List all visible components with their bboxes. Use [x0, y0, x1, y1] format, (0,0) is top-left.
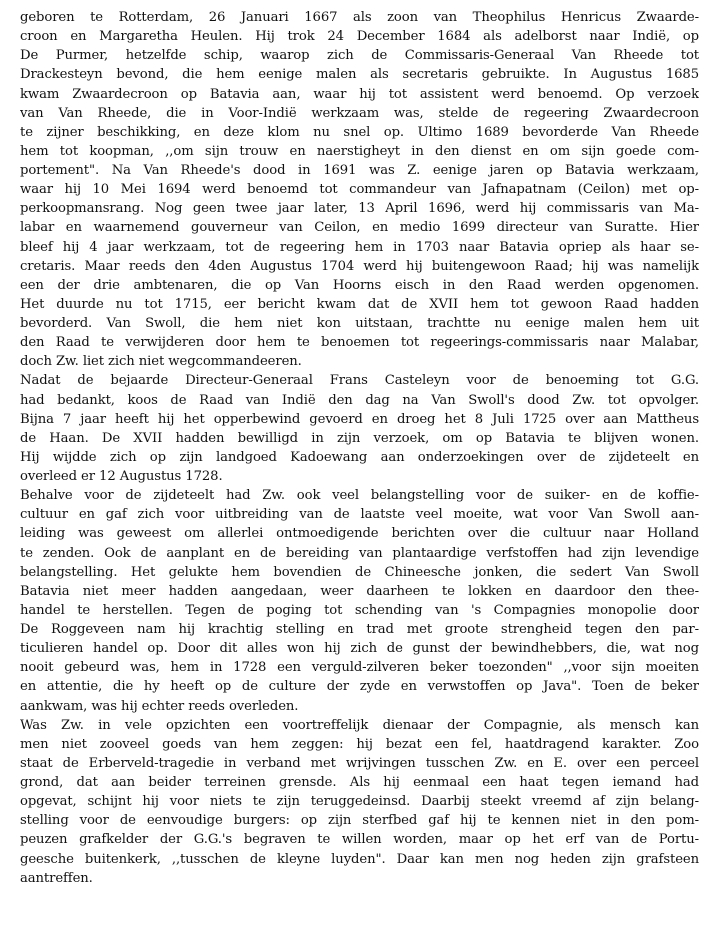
text-line: Bijna 7 jaar heeft hij het opperbewind gevoerd en droeg het 8 Juli 1725 over aan Mattheus [20, 411, 699, 427]
text-line: aankwam, was hij echter reeds overleden. [20, 698, 299, 714]
text-line: geboren te Rotterdam, 26 Januari 1667 als zoon van Theophilus Henricus Zwaarde- [20, 10, 699, 25]
text-line: had bedankt, koos de Raad van Indië den dag na Van Swoll's dood Zw. tot opvolger. [20, 392, 699, 408]
text-line: perkoopmansrang. Nog geen twee jaar later, 13 April 1696, werd hij commissaris van Ma- [20, 201, 699, 217]
text-line: van Van Rheede, die in Voor-Indië werkzaam was, stelde de regeering Zwaardecroon [20, 105, 699, 121]
text-line: portement". Na Van Rheede's dood in 1691 was Z. eenige jaren op Batavia werkzaam, [20, 163, 699, 178]
text-line: peuzen grafkelder der G.G.'s begraven te willen worden, maar op het erf van de Portu- [20, 832, 699, 848]
text-line: nooit gebeurd was, hem in 1728 een verguld-zilveren beker toezonden" ,,voor sijn moeiten [20, 660, 699, 676]
text-line: belangstelling. Het gelukte hem bovendien de Chineesche jonken, die sedert Van Swoll [20, 564, 699, 580]
body-text [20, 8, 699, 888]
text-line: aantreffen. [20, 870, 93, 886]
text-line: bleef hij 4 jaar werkzaam, tot de regeering hem in 1703 naar Batavia opriep als haar se- [20, 239, 699, 255]
text-line: doch Zw. liet zich niet wegcommandeeren. [20, 354, 302, 370]
text-line: leiding was geweest om allerlei ontmoedigende berichten over die cultuur naar Holland [20, 526, 699, 542]
text-line: handel te herstellen. Tegen de poging tot schending van 's Compagnies monopolie door [20, 602, 699, 618]
text-line: Nadat de bejaarde Directeur-Generaal Frans Casteleyn voor de benoeming tot G.G. [20, 373, 699, 389]
text-line: te zenden. Ook de aanplant en de bereiding van plantaardige verfstoffen had zijn levendige [20, 545, 699, 561]
text-line: stelling voor de eenvoudige burgers: op zijn sterfbed gaf hij te kennen niet in den pom- [20, 813, 699, 829]
text-line: grond, dat aan beider terreinen grensde. Als hij eenmaal een haat tegen iemand had [20, 775, 699, 790]
text-line: ticulieren handel op. Door dit alles won hij zich de gunst der bewindhebbers, die, wat nog [20, 641, 699, 657]
text-line: geesche buitenkerk, ,,tusschen de kleyne luyden". Daar kan men nog heden zijn grafsteen [20, 851, 699, 867]
text-line: waar hij 10 Mei 1694 werd benoemd tot commandeur van Jafnapatnam (Ceilon) met op- [20, 182, 699, 198]
text-line: en attentie, die hy heeft op de culture der zyde en verwstoffen op Java". Toen de beker [20, 679, 699, 695]
text-line: labar en waarnemend gouverneur van Ceilon, en medio 1699 directeur van Suratte. Hier [20, 220, 699, 236]
text-line: staat de Erberveld-tragedie in verband met wrijvingen tusschen Zw. en E. over een perceel [20, 755, 699, 771]
text-line: De Roggeveen nam hij krachtig stelling en trad met groote strengheid tegen den par- [20, 622, 699, 637]
text-line: cultuur en gaf zich voor uitbreiding van de laatste veel moeite, wat voor Van Swoll aan- [20, 507, 699, 523]
text-line: bevorderd. Van Swoll, die hem niet kon uitstaan, trachtte nu eenige malen hem uit [20, 316, 699, 331]
text-line: men niet zooveel goeds van hem zeggen: hij bezat een fel, haatdragend karakter. Zoo [20, 736, 699, 752]
text-line: cretaris. Maar reeds den 4den Augustus 1704 werd hij buitengewoon Raad; hij was namelijk [20, 258, 699, 274]
text-line: hem tot koopman, ,,om sijn trouw en naerstigheyt in den dienst en om sijn goede com- [20, 143, 699, 159]
text-line: De Purmer, hetzelfde schip, waarop zich de Commissaris-Generaal Van Rheede tot [20, 48, 699, 64]
text-line: Hij wijdde zich op zijn landgoed Kadoewang aan onderzoekingen over de zijdeteelt en [20, 449, 699, 465]
text-line: overleed er 12 Augustus 1728. [20, 469, 223, 484]
text-line: Behalve voor de zijdeteelt had Zw. ook veel belangstelling voor de suiker- en de koffie- [20, 488, 699, 504]
text-line: den Raad te verwijderen door hem te benoemen tot regeerings-commissaris naar Malabar, [20, 335, 699, 351]
text-line: de Haan. De XVII hadden bewilligd in zijn verzoek, om op Batavia te blijven wonen. [20, 430, 699, 446]
text-line: Het duurde nu tot 1715, eer bericht kwam dat de XVII hem tot gewoon Raad hadden [20, 296, 699, 312]
document-page [20, 8, 699, 928]
text-line: Batavia niet meer hadden aangedaan, weer daarheen te lokken en daardoor den thee- [20, 583, 699, 599]
text-line: opgevat, schijnt hij voor niets te zijn teruggedeinsd. Daarbij steekt vreemd af zijn belang- [20, 794, 699, 810]
text-line: kwam Zwaardecroon op Batavia aan, waar hij tot assistent werd benoemd. Op verzoek [20, 86, 699, 102]
text-line: Drackesteyn bevond, die hem eenige malen als secretaris gebruikte. In Augustus 1685 [20, 67, 699, 83]
text-line: Was Zw. in vele opzichten een voortreffelijk dienaar der Compagnie, als mensch kan [20, 717, 699, 733]
text-line: croon en Margaretha Heulen. Hij trok 24 December 1684 als adelborst naar Indië, op [20, 29, 699, 45]
text-line: te zijner beschikking, en deze klom nu snel op. Ultimo 1689 bevorderde Van Rheede [20, 124, 699, 140]
text-line: een der drie ambtenaren, die op Van Hoorns eisch in den Raad werden opgenomen. [20, 277, 699, 293]
